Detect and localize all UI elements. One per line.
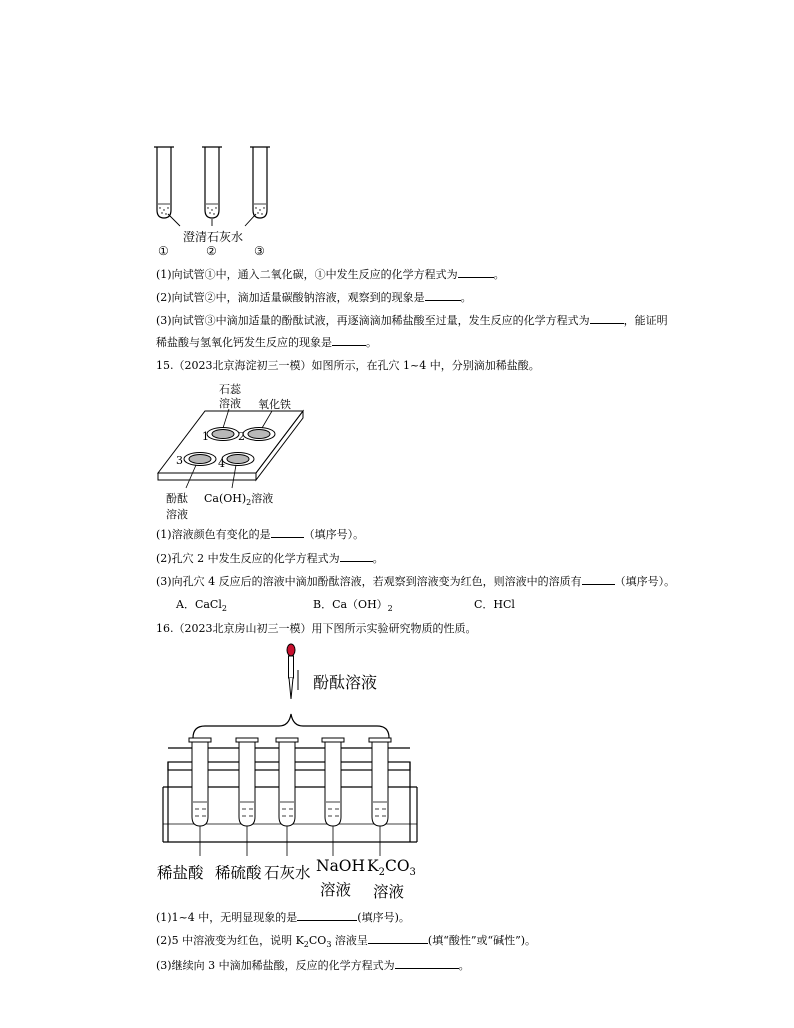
litmus-label-1: 石蕊 [219,383,241,396]
q14-part-3b-text: 稀盐酸与氢氧化钙发生反应的现象是 [156,336,332,349]
q15-part-1-text: (1)溶液颜色有变化的是 [156,528,271,541]
tube-label-naoh-solution: 溶液 [320,881,352,899]
well-number-4: 4 [218,457,225,470]
q15-part-1 [156,527,364,542]
option-a-subscript: 2 [221,604,227,614]
well-number-1: 1 [202,430,209,443]
option-b-text: B．Ca（OH） [313,598,388,611]
limewater-label: 澄清石灰水 [183,230,244,244]
answer-blank[interactable] [458,267,494,278]
q16-part-1-text: (1)1~4 中，无明显现象的是 [156,911,298,924]
q16-part-2-text: (2)5 中溶液变为红色，说明 K [156,934,304,947]
answer-blank[interactable] [368,933,428,944]
q15-part-3-text: (3)向孔穴 4 反应后的溶液中滴加酚酞溶液，若观察到溶液变为红色，则溶液中的溶质有 [156,575,582,588]
phenolphthalein-dropper-label: 酚酞溶液 [313,673,378,692]
q15-part-3 [156,574,675,589]
test-tube-rack-figure [155,642,425,867]
tube-label-limewater: 石灰水 [264,864,311,882]
well-number-2: 2 [238,430,245,443]
option-b-subscript: 2 [387,604,393,614]
q16-sub-3: 3 [326,940,332,950]
caoh2-label [204,490,273,507]
answer-blank[interactable] [297,910,357,921]
q14-part-1 [156,267,505,282]
caoh2-solution: 溶液 [251,492,274,505]
q14-part-1-text: (1)向试管①中，通入二氧化碳，①中发生反应的化学方程式为 [156,268,458,281]
well-number-3: 3 [176,454,183,467]
q15-option-a[interactable] [176,598,227,616]
tube-label-hcl: 稀盐酸 [157,864,204,882]
q14-part-3b-end: 。 [366,336,377,349]
k2co3-co: CO [384,857,410,875]
q15-part-1-end: （填序号）。 [303,528,365,541]
q14-part-3a [156,313,668,328]
q15-option-b[interactable] [313,598,393,616]
q15-part-2 [156,551,384,566]
tube-number-3: ③ [254,244,265,258]
q14-part-3a-end: ，能证明 [623,314,668,327]
q15-option-c[interactable]: C．HCl [474,598,515,611]
phenolphthalein-label-1: 酚酞 [166,492,188,505]
test-tubes-figure [150,142,280,227]
caoh2-subscript: 2 [246,498,252,508]
option-a-text: A．CaCl [176,598,222,611]
tube-label-h2so4: 稀硫酸 [215,864,262,882]
caoh2-formula: Ca(OH) [204,492,247,505]
q14-part-2 [156,290,472,305]
k2co3-k: K [367,857,379,875]
k2co3-sub-3: 3 [409,867,416,879]
q16-sub-2: 2 [303,940,309,950]
tube-label-naoh: NaOH [316,857,366,875]
q16-part-2-end: (填“酸性”或“碱性”)。 [427,934,536,947]
q16-part-1-end: (填序号)。 [357,911,410,924]
tube-number-2: ② [206,244,217,258]
q14-part-2-text: (2)向试管②中，滴加适量碳酸钠溶液，观察到的现象是 [156,291,425,304]
q16-part-2-rest: 溶液呈 [331,934,368,947]
q14-part-3b [156,335,377,350]
answer-blank[interactable] [425,290,461,301]
q15-header: 15.（2023北京海淀初三一模）如图所示，在孔穴 1~4 中，分别滴加稀盐酸。 [156,359,540,372]
q15-part-3-end: （填序号）。 [614,575,676,588]
k2co3-sub-2: 2 [378,867,385,879]
q14-part-2-end: 。 [460,291,472,304]
answer-blank[interactable] [340,551,373,562]
q15-part-2-end: 。 [372,552,384,565]
q14-part-3a-text: (3)向试管③中滴加适量的酚酞试液，再逐滴滴加稀盐酸至过量，发生反应的化学方程式为 [156,314,590,327]
q16-part-2 [156,933,536,952]
answer-blank[interactable] [590,313,624,324]
q16-part-3-end: 。 [458,959,470,972]
litmus-label-2: 溶液 [219,397,241,410]
q16-part-3-text: (3)继续向 3 中滴加稀盐酸，反应的化学方程式为 [156,959,395,972]
answer-blank[interactable] [271,527,304,538]
q15-part-2-text: (2)孔穴 2 中发生反应的化学方程式为 [156,552,340,565]
tube-number-1: ① [158,244,169,258]
iron-oxide-label: 氧化铁 [258,398,291,411]
answer-blank[interactable] [395,958,459,969]
tube-label-k2co3 [367,857,416,878]
q16-part-3 [156,958,470,973]
q16-header: 16.（2023北京房山初三一模）用下图所示实验研究物质的性质。 [156,622,477,635]
answer-blank[interactable] [582,574,615,585]
q16-part-2-co: CO [308,934,327,947]
q16-part-1 [156,910,410,925]
tube-label-k2co3-solution: 溶液 [373,883,405,901]
phenolphthalein-label-2: 溶液 [166,508,188,521]
answer-blank[interactable] [332,335,366,346]
q14-part-1-end: 。 [493,268,505,281]
